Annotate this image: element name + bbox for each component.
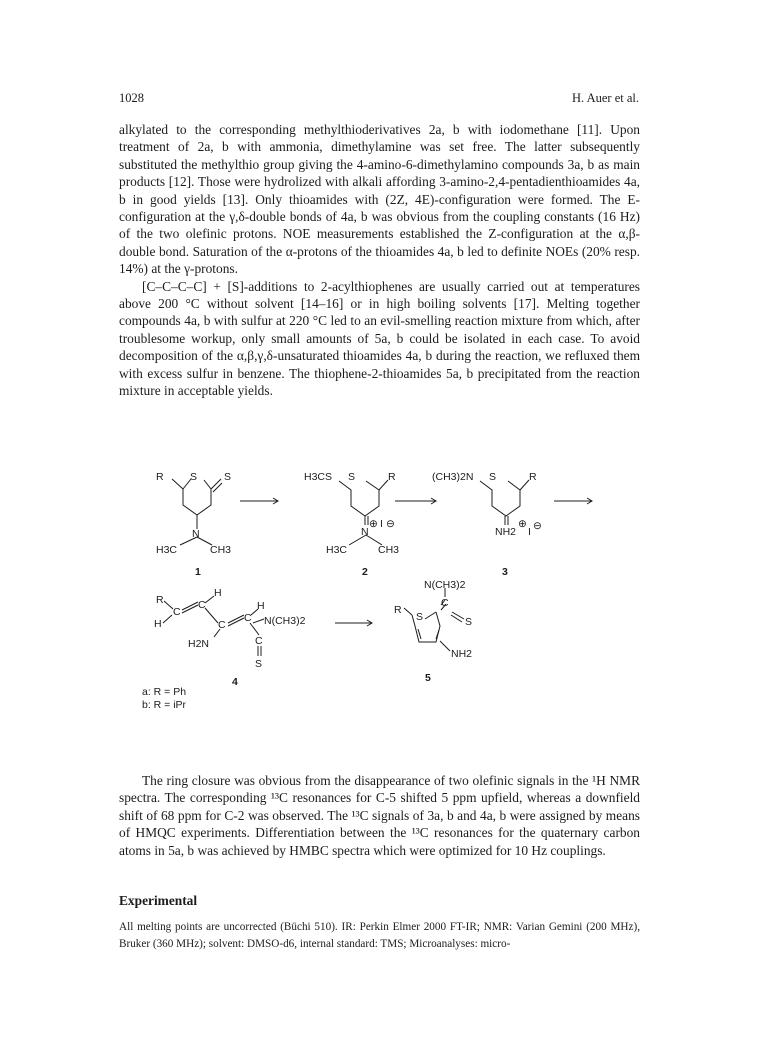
c4-carbon-d-label: C (244, 612, 252, 624)
c1-thione-sulfur-label: S (224, 471, 232, 483)
c4-carbon-b-label: C (198, 599, 206, 611)
c4-dimethylamino-label: N(CH3)2 (264, 615, 306, 627)
c5-amino-label: NH2 (451, 648, 473, 660)
c2-nitrogen-label: N (361, 526, 369, 538)
substituent-legend-a: a: R = Ph (142, 686, 187, 698)
c1-methyl-left-label: H3C (156, 544, 178, 556)
c3-dimethylamino-label: (CH3)2N (432, 471, 474, 483)
substituent-legend-b: b: R = iPr (142, 699, 187, 711)
c5-dimethylamino-label: N(CH3)2 (424, 579, 466, 591)
reaction-scheme-drawing (140, 463, 620, 713)
c2-iodide-label: I (380, 518, 383, 530)
c4-h-gamma-label: H (257, 600, 265, 612)
compound-3-number: 3 (502, 566, 508, 578)
c3-negative-charge: ⊖ (533, 520, 542, 532)
c3-ring-sulfur-label: S (489, 471, 497, 483)
compound-4-number: 4 (232, 676, 238, 688)
paragraph-methylation: alkylated to the corresponding methylthioderivatives 2a, b with iodomethane [11]. Upon treatment of 2a, b with ammonia, dimethylamine was set free. The latter subsequently substituted the methylthio group giving the 4-amino-6-dimethylamino compounds 3a, b as main products [12]. Those were hydrolized with alkali affording 3-amino-2,4-pentadienthioamides 4a, b in good yields [13]. Only thioamides with (2Z, 4E)-configuration were formed. The E-configuration at the γ,δ-double bonds of 4a, b was obvious from the coupling constants (16 Hz) of the two olefinic protons. NOE measurements established the Z-configuration at the α,β-double bond. Saturation of the α-protons of the thioamides 4a, b led to definite NOEs (20% resp. 14%) at the γ-protons. (119, 122, 640, 277)
c3-amino-label: NH2 (495, 526, 517, 538)
c4-h-alpha-label: H (214, 587, 222, 599)
c2-methylthio-label: H3CS (304, 471, 333, 483)
c1-r-label: R (156, 471, 164, 483)
experimental-heading: Experimental (119, 893, 198, 908)
page-number: 1028 (119, 91, 144, 105)
c3-iodide-label: I (528, 526, 531, 538)
experimental-text (119, 919, 640, 953)
c2-positive-charge: ⊕ (369, 518, 378, 530)
reaction-scheme (140, 463, 620, 713)
c3-positive-charge: ⊕ (518, 518, 527, 530)
c4-carbon-a-label: C (173, 606, 181, 618)
experimental-paragraph: All melting points are uncorrected (Büchi 510). IR: Perkin Elmer 2000 FT-IR; NMR: Varian Gemini (200 MHz), Bruker (360 MHz); solvent: DMSO-d6, internal standard: TMS; Microanalyses: micro- (119, 921, 640, 950)
c4-h-beta-label: H (154, 618, 162, 630)
c1-ring-sulfur-label: S (190, 471, 198, 483)
c5-thione-sulfur-label: S (465, 616, 473, 628)
page-header (119, 91, 639, 107)
c2-negative-charge: ⊖ (386, 518, 395, 530)
running-head-authors: H. Auer et al. (572, 91, 639, 105)
compound-2-number: 2 (362, 566, 368, 578)
compound-5-number: 5 (425, 672, 431, 684)
c4-r-label: R (156, 594, 164, 606)
c4-thione-sulfur-label: S (255, 658, 263, 670)
c5-thioamide-carbon-label: C (441, 597, 449, 609)
c2-methyl-left-label: H3C (326, 544, 348, 556)
paragraph-sulfur-addition: [C–C–C–C] + [S]-additions to 2-acylthiophenes are usually carried out at temperatures above 200 °C without solvent [14–16] or in high boiling solvents [17]. Melting together compounds 4a, b with sulfur at 220 °C led to an evil-smelling reaction mixture from which, after troublesome workup, only small amounts of 5a, b could be isolated in each case. To avoid decomposition of the α,β,γ,δ-unsaturated thioamides 4a, b during the reaction, we refluxed them with excess sulfur in benzene. The thiophene-2-thioamides 5a, b precipitated from the reaction mixture in acceptable yields. (119, 278, 640, 399)
c3-r-label: R (529, 471, 537, 483)
compound-1-number: 1 (195, 566, 201, 578)
c1-nitrogen-label: N (192, 528, 200, 540)
c2-methyl-right-label: CH3 (378, 544, 400, 556)
c2-r-label: R (388, 471, 396, 483)
c4-carbon-c-label: C (218, 619, 226, 631)
c4-amino-label: H2N (188, 638, 210, 650)
c5-ring-sulfur-label: S (416, 611, 424, 623)
paragraph-ring-closure: The ring closure was obvious from the disappearance of two olefinic signals in the ¹H NMR spectra. The corresponding ¹³C resonances for C-5 shifted 5 ppm upfield, whereas a downfield shift of 68 ppm for C-2 was observed. The ¹³C signals of 3a, b and 4a, b were assigned by means of HMQC experiments. Differentiation between the ¹³C resonances for the quaternary carbon atoms in 5a, b was achieved by HMBC spectra which were optimized for 10 Hz couplings. (119, 773, 640, 858)
body-text-lower (119, 772, 640, 859)
c4-thiocarbonyl-carbon-label: C (255, 635, 263, 647)
c2-ring-sulfur-label: S (348, 471, 356, 483)
c5-r-label: R (394, 604, 402, 616)
body-text-upper (119, 121, 640, 400)
c1-methyl-right-label: CH3 (210, 544, 232, 556)
